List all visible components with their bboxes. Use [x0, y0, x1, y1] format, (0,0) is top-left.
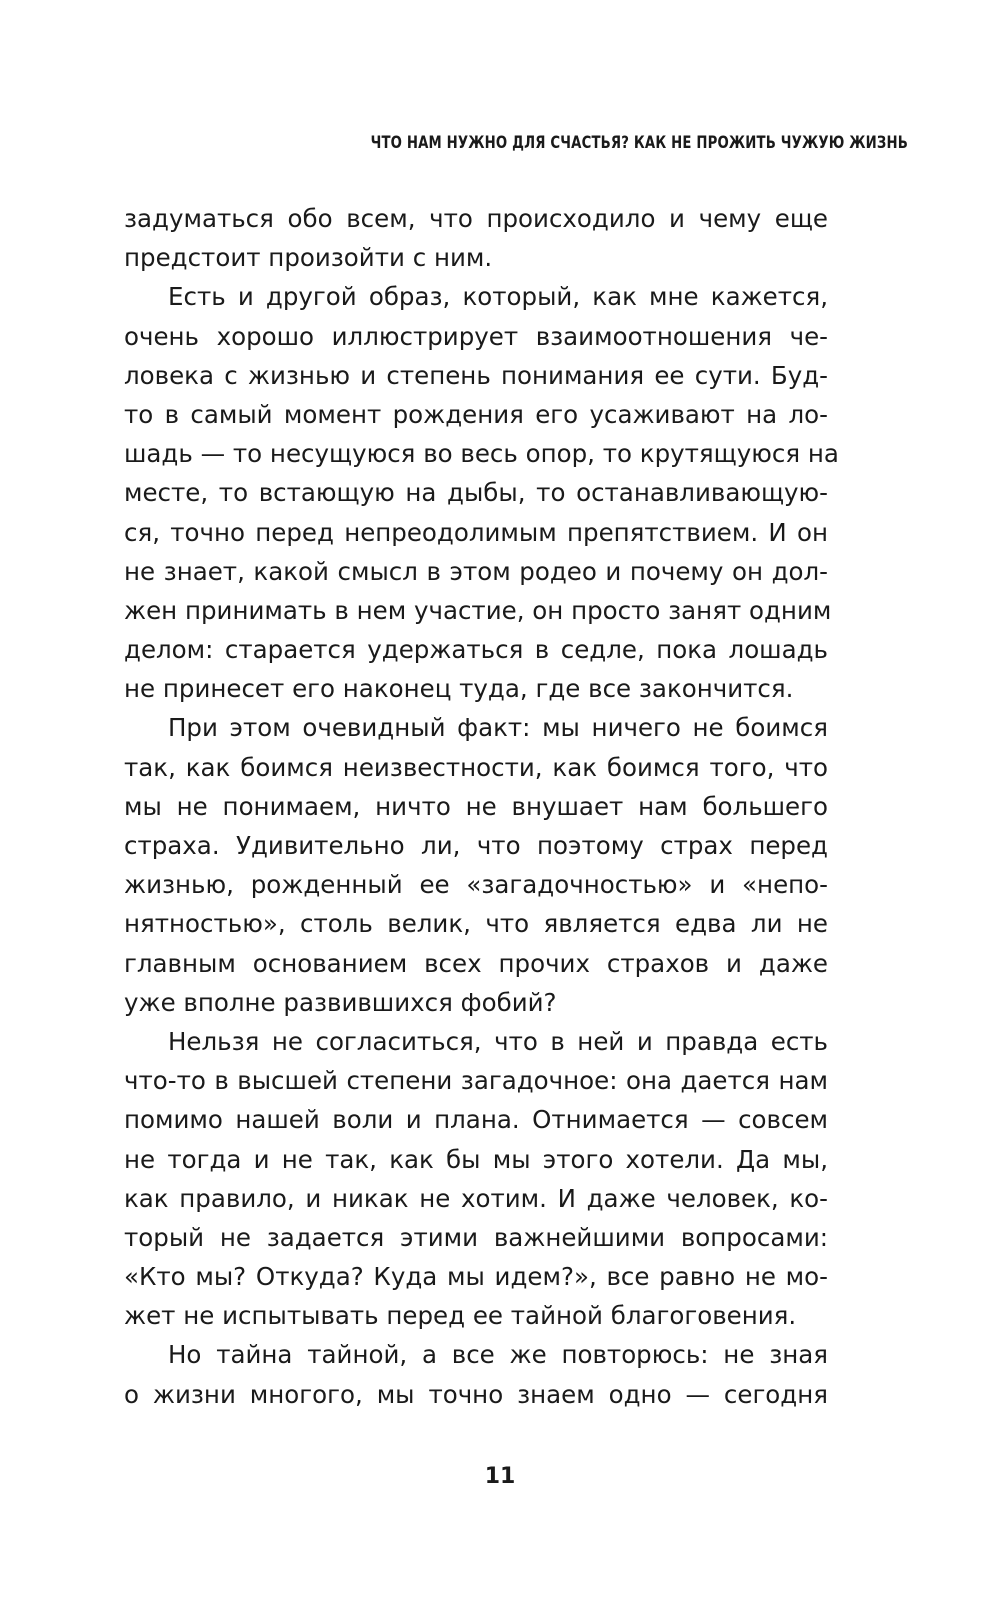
text-line: жизнью, рожденный ее «загадочностью» и «непо-: [124, 870, 828, 900]
text-line: так, как боимся неизвестности, как боимся того, что: [124, 752, 828, 782]
text-line: шадь — то несущуюся во весь опор, то крутящуюся на: [124, 439, 839, 469]
text-line: Но тайна тайной, а все же повторюсь: не зная: [168, 1340, 828, 1370]
text-line: уже вполне развившихся фобий?: [124, 987, 557, 1017]
text-line: месте, то встающую на дыбы, то останавливающую-: [124, 478, 828, 508]
text-line: ловека с жизнью и степень понимания ее сути. Буд-: [124, 360, 828, 390]
text-line: торый не задается этими важнейшими вопросами:: [124, 1222, 828, 1252]
text-line: Есть и другой образ, который, как мне кажется,: [168, 282, 828, 312]
text-line: не принесет его наконец туда, где все закончится.: [124, 674, 794, 704]
text-line: задуматься обо всем, что происходило и чему еще: [124, 204, 828, 233]
text-line: мы не понимаем, ничто не внушает нам большего: [124, 791, 828, 821]
text-line: как правило, и никак не хотим. И даже человек, ко-: [124, 1183, 828, 1213]
text-line: помимо нашей воли и плана. Отнимается — совсем: [124, 1105, 828, 1135]
text-line: жен принимать в нем участие, он просто занят одним: [124, 595, 832, 625]
page-number: 11: [484, 1464, 516, 1489]
text-line: предстоит произойти с ним.: [124, 243, 493, 273]
body-text: [124, 199, 839, 1414]
text-line: о жизни многого, мы точно знаем одно — сегодня: [124, 1379, 828, 1409]
text-line: ся, точно перед непреодолимым препятствием. И он: [124, 517, 828, 547]
text-line: страха. Удивительно ли, что поэтому страх перед: [124, 831, 828, 860]
text-line: то в самый момент рождения его усаживают на ло-: [124, 399, 828, 429]
text-line: не тогда и не так, как бы мы этого хотели. Да мы,: [124, 1144, 828, 1174]
running-header: ЧТО НАМ НУЖНО ДЛЯ СЧАСТЬЯ? КАК НЕ ПРОЖИТЬ ЧУЖУЮ ЖИЗНЬ: [370, 133, 908, 153]
text-line: главным основанием всех прочих страхов и даже: [124, 948, 828, 978]
text-line: При этом очевидный факт: мы ничего не боимся: [168, 713, 828, 743]
text-line: жет не испытывать перед ее тайной благоговения.: [124, 1301, 797, 1331]
text-line: очень хорошо иллюстрирует взаимоотношения че-: [124, 321, 828, 351]
text-line: «Кто мы? Откуда? Куда мы идем?», все равно не мо-: [124, 1262, 828, 1292]
text-line: нятностью», столь велик, что является едва ли не: [124, 909, 828, 939]
text-line: не знает, какой смысл в этом родео и почему он дол-: [124, 556, 828, 586]
text-line: делом: старается удержаться в седле, пока лошадь: [124, 635, 828, 665]
text-line: что-то в высшей степени загадочное: она дается нам: [124, 1066, 828, 1096]
text-line: Нельзя не согласиться, что в ней и правда есть: [168, 1026, 828, 1056]
